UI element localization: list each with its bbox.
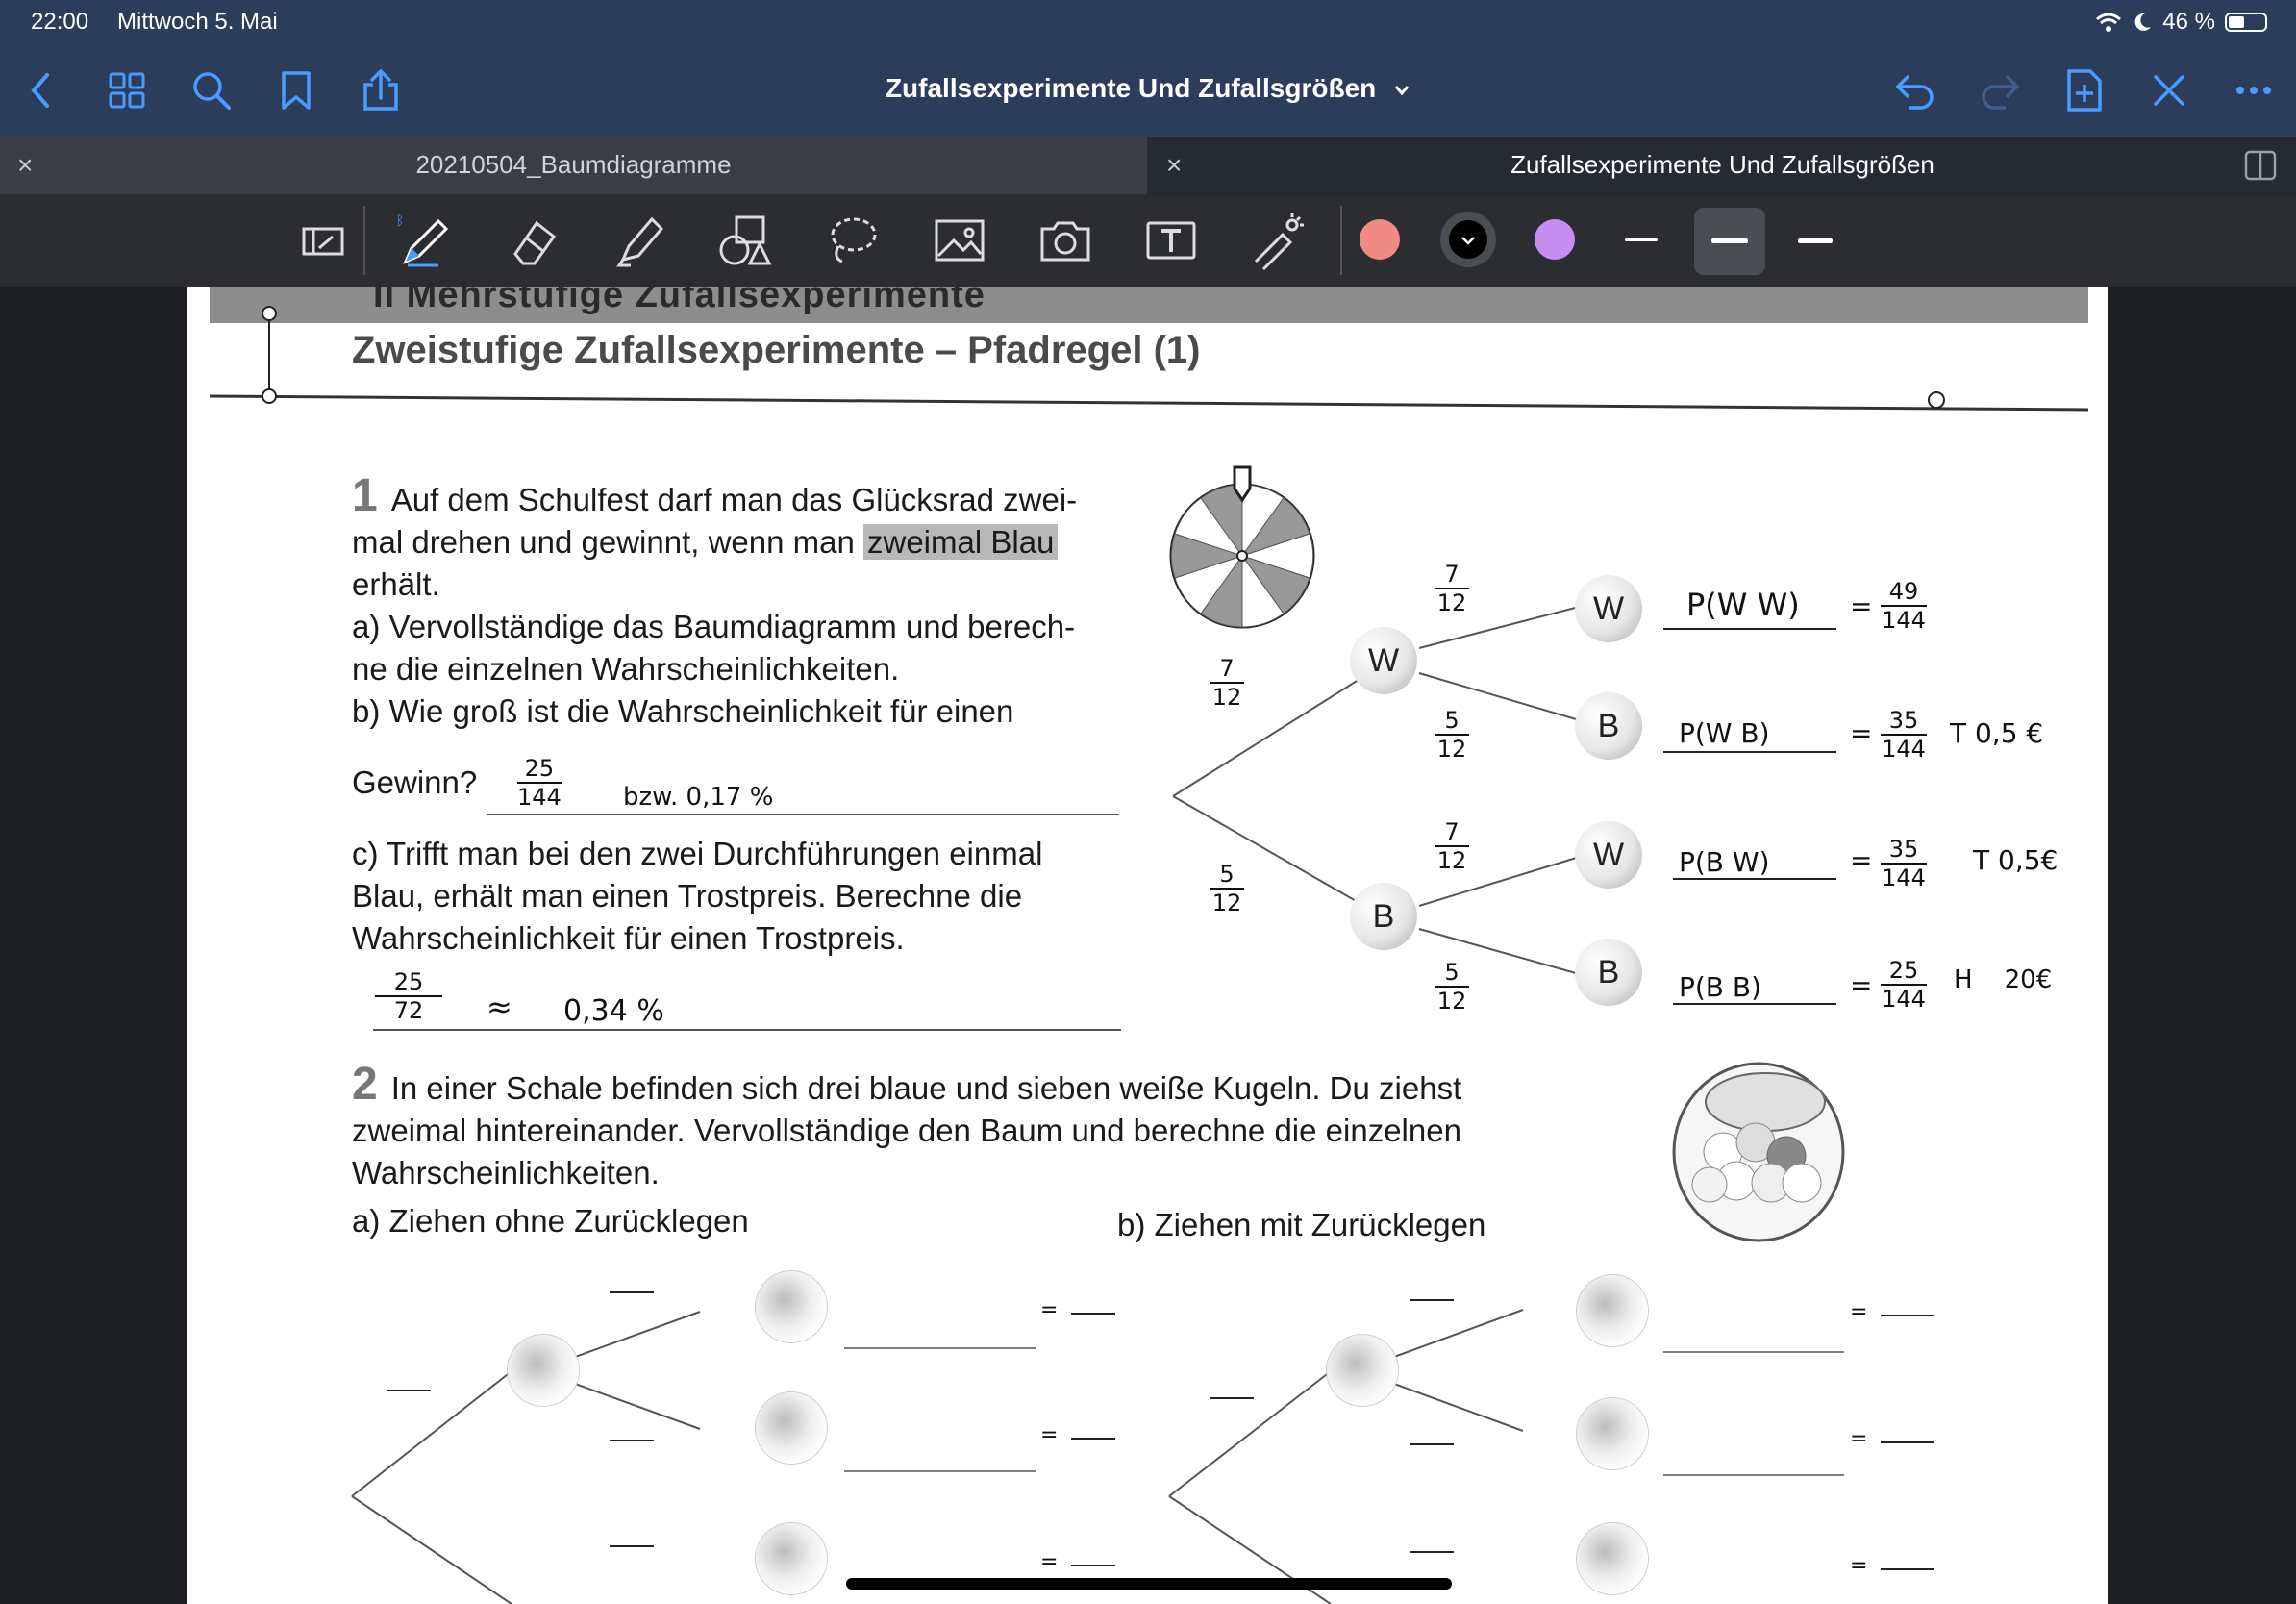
tree1-leaf-fraction: 7 12	[1435, 819, 1469, 873]
color-swatch-salmon[interactable]	[1360, 219, 1400, 260]
tree1-leaf-fraction: 5 12	[1435, 960, 1469, 1014]
tree1-leaf-fraction: 5 12	[1435, 708, 1469, 762]
eraser-icon	[506, 212, 563, 269]
tree1-leaf-fraction: 7 12	[1435, 562, 1469, 615]
tree1-leaf-result: 35 144	[1882, 836, 1926, 891]
tree1-node-w: W	[1350, 627, 1417, 694]
task1-a1: a) Vervollständige das Baumdiagramm und berech-	[352, 609, 1076, 644]
task2-a-label: a) Ziehen ohne Zurücklegen	[352, 1203, 749, 1239]
battery-percent: 46 %	[2162, 9, 2215, 35]
pen-off-icon	[2150, 71, 2188, 110]
tree1-leaf-label: P(B W)	[1679, 846, 1770, 878]
lasso-tool[interactable]	[823, 212, 881, 269]
equals-sign: =	[1040, 1298, 1059, 1322]
pen-tool[interactable]	[398, 212, 456, 269]
tree2a-node	[508, 1335, 579, 1406]
redo-button[interactable]	[1975, 65, 2025, 115]
task1-number: 1	[352, 470, 378, 521]
task1-c2: Blau, erhält man einen Trostpreis. Berechne die	[352, 878, 1023, 914]
tab-label: 20210504_Baumdiagramme	[415, 150, 732, 179]
answer-b-fraction: 25 144	[517, 755, 562, 811]
tree1-leaf-node: B	[1575, 692, 1642, 760]
tree1-leaf-result: 25 144	[1882, 957, 1926, 1013]
answer-c-approx: ≈	[487, 989, 512, 1025]
drawing-toolbar	[0, 194, 2296, 287]
task2-line1-text: In einer Schale befinden sich drei blaue und sieben weiße Kugeln. Du ziehst	[390, 1070, 1462, 1106]
more-button[interactable]	[2229, 65, 2279, 115]
laser-pointer-icon	[1248, 212, 1306, 269]
image-icon	[931, 212, 988, 269]
image-tool[interactable]	[931, 212, 988, 269]
tree1-root-b-fraction: 5 12	[1210, 862, 1244, 915]
equals-sign: =	[1850, 844, 1873, 876]
answer-b-text: bzw. 0,17 %	[623, 783, 774, 812]
readonly-icon	[300, 221, 346, 260]
highlighter-icon	[611, 212, 669, 269]
status-time: 22:00	[31, 9, 89, 35]
camera-tool[interactable]	[1036, 212, 1094, 269]
highlighted-phrase: zweimal Blau	[863, 524, 1058, 560]
equals-sign: =	[1850, 590, 1873, 622]
tab-zufallsexperimente[interactable]	[1149, 137, 2296, 194]
tree2a-leaf-node	[756, 1392, 827, 1464]
undo-icon	[1894, 71, 1936, 110]
tree2b-leaf-node	[1577, 1398, 1648, 1469]
status-date: Mittwoch 5. Mai	[117, 9, 278, 35]
split-view-icon[interactable]	[2244, 150, 2277, 181]
moon-icon	[2132, 12, 2153, 33]
chevron-down-icon	[1460, 236, 1476, 245]
equals-sign: =	[1850, 1554, 1868, 1578]
tree1-leaf-note: H 20€	[1954, 965, 2053, 994]
tree1-leaf-node: B	[1575, 939, 1642, 1006]
add-page-icon	[2065, 68, 2104, 113]
section-title: Zweistufige Zufallsexperimente – Pfadregel (1)	[352, 329, 1201, 371]
equals-sign: =	[1040, 1550, 1059, 1574]
svg-text:ᛒ: ᛒ	[396, 213, 405, 228]
redo-icon	[1979, 71, 2021, 110]
laser-pointer-tool[interactable]	[1248, 212, 1306, 269]
readonly-mode-button[interactable]	[294, 212, 352, 269]
tree1-leaf-note: T 0,5 €	[1950, 717, 2044, 749]
color-swatch-purple[interactable]	[1535, 219, 1575, 260]
task1-line3: erhält.	[352, 566, 440, 602]
task1-b1: b) Wie groß ist die Wahrscheinlichkeit für einen	[352, 693, 1014, 729]
document-page[interactable]	[187, 275, 2108, 1604]
task2-b-label: b) Ziehen mit Zurücklegen	[1117, 1207, 1486, 1242]
toolbar-divider	[1340, 206, 1342, 275]
task1-c3: Wahrscheinlichkeit für einen Trostpreis.	[352, 920, 905, 956]
equals-sign: =	[1850, 969, 1873, 1001]
toolbar-divider	[363, 206, 365, 275]
tree1-node-b: B	[1350, 883, 1417, 950]
equals-sign: =	[1040, 1423, 1059, 1447]
equals-sign: =	[1850, 1300, 1868, 1324]
eraser-tool[interactable]	[506, 212, 563, 269]
lasso-icon	[823, 212, 881, 269]
tree2a-leaf-node	[756, 1271, 827, 1342]
stroke-width-thin[interactable]	[1625, 238, 1658, 241]
task1-b2: Gewinn?	[352, 764, 478, 800]
task1-line1-text: Auf dem Schulfest darf man das Glücksrad zwei-	[390, 482, 1078, 517]
wifi-icon	[2095, 12, 2122, 33]
task1-a2: ne die einzelnen Wahrscheinlichkeiten.	[352, 651, 900, 687]
tree1-leaf-label: P(W W)	[1686, 587, 1800, 623]
left-margin	[0, 287, 187, 1604]
navigation-bar	[0, 44, 2296, 137]
task2-number: 2	[352, 1059, 378, 1110]
close-icon[interactable]: ×	[1166, 150, 1183, 180]
tree1-leaf-label: P(W B)	[1679, 717, 1770, 749]
task1-c1: c) Trifft man bei den zwei Durchführungen einmal	[352, 836, 1043, 871]
shapes-icon	[717, 212, 775, 269]
tree1-leaf-result: 35 144	[1882, 707, 1926, 763]
tree1-leaf-note: T 0,5€	[1973, 844, 2059, 876]
close-pen-button[interactable]	[2144, 65, 2194, 115]
tree1-leaf-node: W	[1575, 575, 1642, 642]
tree2a-leaf-node	[756, 1523, 827, 1594]
tree1-leaf-result: 49 144	[1882, 578, 1926, 634]
task1-line2-text: mal drehen und gewinnt, wenn man	[352, 524, 863, 560]
tab-label: Zufallsexperimente Und Zufallsgrößen	[1510, 150, 1934, 179]
text-tool[interactable]	[1142, 212, 1200, 269]
battery-icon	[2225, 13, 2267, 32]
pen-icon	[398, 212, 456, 269]
task2-line3: Wahrscheinlichkeiten.	[352, 1155, 660, 1190]
equals-sign: =	[1850, 1427, 1868, 1451]
answer-c-fraction: 25 72	[375, 969, 442, 1023]
chevron-down-icon	[1393, 84, 1410, 97]
home-indicator[interactable]	[846, 1578, 1452, 1590]
tree2b-node	[1327, 1335, 1398, 1406]
more-icon	[2234, 85, 2273, 96]
status-indicators	[2095, 9, 2267, 36]
right-margin	[2108, 287, 2296, 1604]
text-icon	[1142, 212, 1200, 269]
document-title-text: Zufallsexperimente Und Zufallsgrößen	[885, 73, 1377, 103]
color-swatch-black-selected[interactable]	[1440, 212, 1496, 267]
close-icon[interactable]: ×	[17, 150, 34, 180]
chapter-title: II Mehrstufige Zufallsexperimente	[373, 275, 986, 315]
status-bar	[0, 0, 2296, 44]
stroke-width-thick[interactable]	[1798, 238, 1833, 243]
shapes-tool[interactable]	[717, 212, 775, 269]
highlighter-tool[interactable]	[611, 212, 669, 269]
add-page-button[interactable]	[2059, 65, 2109, 115]
answer-c-text: 0,34 %	[563, 994, 664, 1028]
document-title[interactable]	[0, 73, 2296, 104]
tree2b-leaf-node	[1577, 1275, 1648, 1346]
undo-button[interactable]	[1890, 65, 1940, 115]
tree1-leaf-label: P(B B)	[1679, 971, 1762, 1003]
camera-icon	[1036, 212, 1094, 269]
equals-sign: =	[1850, 717, 1873, 749]
task2-line2: zweimal hintereinander. Vervollständige den Baum und berechne die einzelnen	[352, 1113, 1461, 1148]
tree1-root-w-fraction: 7 12	[1210, 656, 1244, 710]
tree2-branches	[187, 287, 2108, 1604]
tab-bar	[0, 137, 2296, 194]
tree1-leaf-node: W	[1575, 821, 1642, 889]
tab-baumdiagramme[interactable]	[0, 137, 1147, 194]
stroke-width-medium[interactable]	[1711, 238, 1748, 243]
tree2b-leaf-node	[1577, 1523, 1648, 1594]
